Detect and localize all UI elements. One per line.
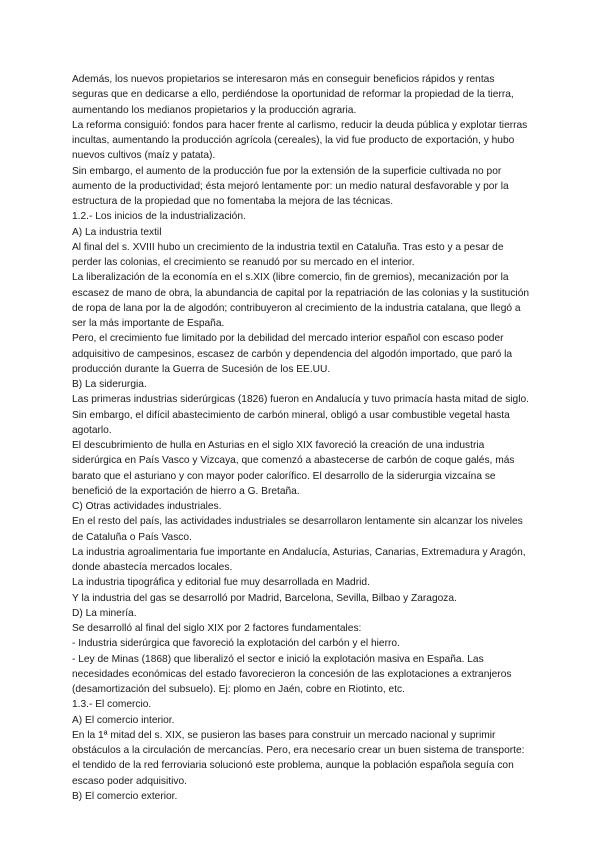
paragraph-gas-industry: Y la industria del gas se desarrolló por Madrid, Barcelona, Sevilla, Bilbao y Zaragoza. [72, 592, 457, 604]
paragraph-printing-industry: La industria tipográfica y editorial fue muy desarrollada en Madrid. [72, 577, 370, 589]
paragraph-new-owners: Además, los nuevos propietarios se interesaron más en conseguir beneficios rápidos y rentas seguras que en dedicarse a ello, perdiéndose la oportunidad de reformar la propiedad de la tierra, aumentando los medianos propietarios y la producción agraria. [72, 74, 514, 116]
subheading-other-industries: C) Otras actividades industriales. [72, 501, 222, 512]
paragraph-coal-discovery: El descubrimiento de hulla en Asturias en el siglo XIX favoreció la creación de una industria siderúrgica en País Vasco y Vizcaya, que comenzó a abastecerse de carbón de coque galés, más barato que el asturiano y con mayor poder calorífico. El desarrollo de la siderurgia vizcaína se benefició de la exportación de hierro a G. Bretaña. [72, 440, 515, 497]
paragraph-textile-growth: Al final del s. XVIII hubo un crecimiento de la industria textil en Cataluña. Tras esto y a pesar de perder las colonias, el crecimiento se reanudó por su mercado en el interior. [72, 241, 504, 268]
paragraph-rest-of-country: En el resto del país, las actividades industriales se desarrollaron lentamente sin alcanzar los niveles de Cataluña o País Vasco. [72, 516, 523, 543]
subheading-steel-industry: B) La siderurgia. [72, 379, 147, 390]
paragraph-agrifood-industry: La industria agroalimentaria fue importante en Andalucía, Asturias, Canarias, Extremadura y Aragón, donde abastecía mercados locales. [72, 546, 526, 573]
paragraph-national-market: En la 1ª mitad del s. XIX, se pusieron las bases para construir un mercado nacional y suprimir obstáculos a la circulación de mercancías. Pero, era necesario crear un buen sistema de transporte: el tendido de la red ferroviaria solucionó este problema, aunque la población española seguía con escaso poder adquisitivo. [72, 729, 525, 787]
paragraph-reform-results: La reforma consiguió: fondos para hacer frente al carlismo, reducir la deuda pública y explotar tierras incultas, aumentando la producción agrícola (cereales), la vid fue producto de exportación, y hubo nuevos cultivos (maíz y patata). [72, 119, 528, 162]
section-heading-commerce: 1.3.- El comercio. [72, 699, 152, 711]
document-body [72, 72, 532, 804]
section-heading-industrialization: 1.2.- Los inicios de la industrialización. [72, 211, 246, 223]
list-item-steel-factor: - Industria siderúrgica que favoreció la explotación del carbón y el hierro. [72, 638, 400, 650]
paragraph-textile-limits: Pero, el crecimiento fue limitado por la debilidad del mercado interior español con escaso poder adquisitivo de campesinos, escasez de carbón y dependencia del algodón importado, que paró la producción durante la Guerra de Sucesión de los EE.UU. [72, 333, 513, 375]
paragraph-production-increase: Sin embargo, el aumento de la producción fue por la extensión de la superficie cultivada no por aumento de la productividad; ésta mejoró lentamente por: un medio natural desfavorable y por la estructura de la propiedad que no fomentaba la mejora de las técnicas. [72, 165, 509, 207]
subheading-mining: D) La minería. [72, 607, 137, 619]
list-item-mining-law: - Ley de Minas (1868) que liberalizó el sector e inició la explotación masiva en España. Las necesidades económicas del estado favorecieron la concesión de las explotaciones a extranjeros (desamortización del subsuelo). Ej: plomo en Jaén, cobre en Riotinto, etc. [72, 653, 512, 695]
subheading-textile-industry: A) La industria textil [72, 226, 162, 238]
paragraph-mining-factors: Se desarrolló al final del siglo XIX por 2 factores fundamentales: [72, 623, 362, 634]
paragraph-liberalization: La liberalización de la economía en el s.XIX (libre comercio, fin de gremios), mecanización por la escasez de mano de obra, la abundancia de capital por la repatriación de las colonias y la sustitución de ropa de lana por la de algodón; contribuyeron al crecimiento de la industria catalana, que llegó a ser la más importante de España. [72, 272, 530, 329]
subheading-foreign-trade: B) El comercio exterior. [72, 790, 178, 802]
paragraph-first-steel-industries: Las primeras industrias siderúrgicas (1826) fueron en Andalucía y tuvo primacía hasta mitad de siglo. Sin embargo, el difícil abastecimiento de carbón mineral, obligó a usar combustible vegetal hasta agotarlo. [72, 394, 529, 436]
subheading-domestic-trade: A) El comercio interior. [72, 714, 175, 726]
